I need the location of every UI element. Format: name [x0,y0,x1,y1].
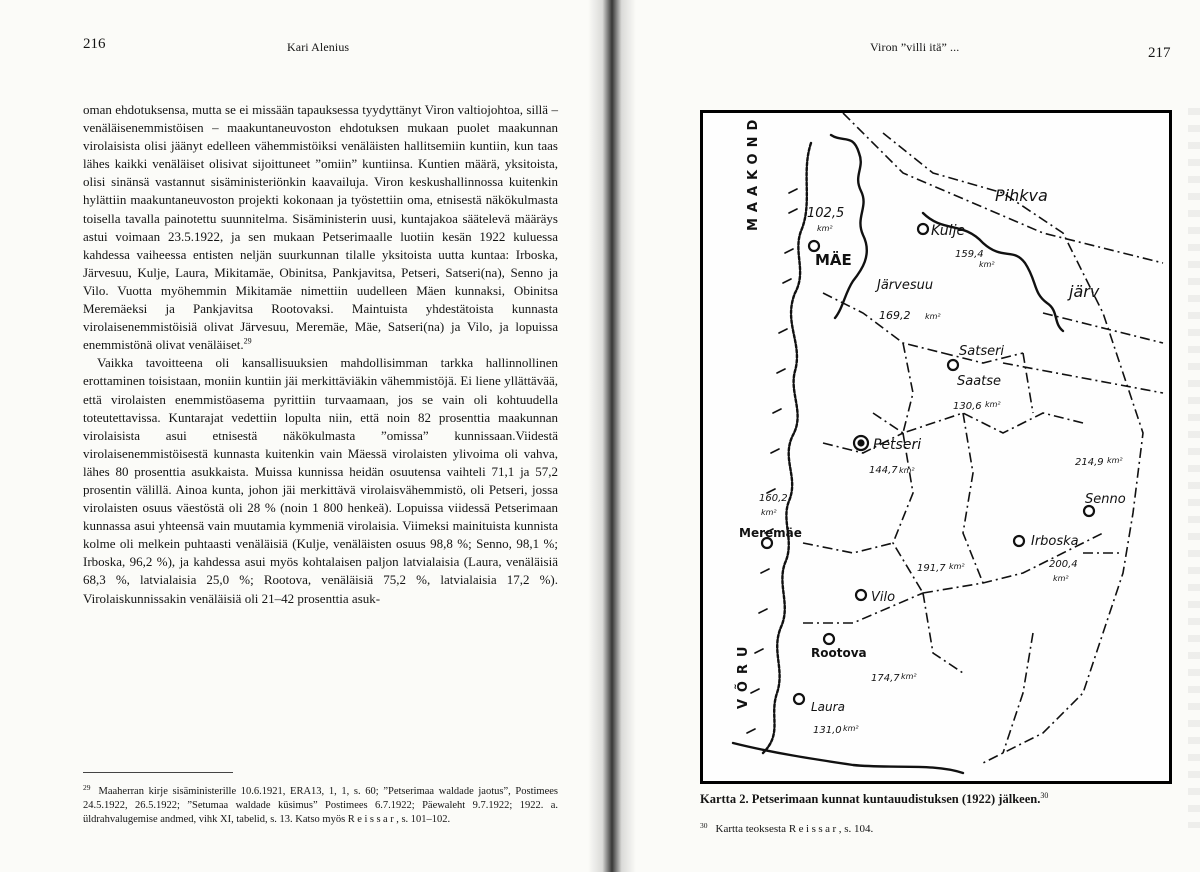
running-head-right: Viron ”villi itä” ... [870,40,960,54]
settlement-petseri-center [859,441,864,446]
muni-name-satseri: Satseri [959,344,1005,359]
settlement-rootova [824,634,834,644]
settlement-laura [794,694,804,704]
muni-name-saatse: Saatse [957,374,1002,389]
muni-unit-kulje: km² [979,260,995,269]
muni-area-214: 214,9 [1075,457,1104,468]
footnote-author: Reissar [347,814,397,826]
settlement-satseri [948,360,958,370]
page-number-left: 216 [83,36,106,52]
body-text [83,101,558,608]
region-label-voru: VÕRU [736,639,751,709]
muni-unit-mae: km² [817,224,833,233]
muni-area-saatse: 130,6 [953,401,982,412]
map-coastline-north [831,135,867,318]
muni-unit-saatse: km² [985,400,1001,409]
muni-unit-jarvesuu: km² [925,312,941,321]
page-number-right: 217 [1148,45,1171,61]
muni-name-irboska: Irboska [1031,534,1079,549]
muni-name-laura: Laura [811,700,845,714]
footnote: $^{29}$ Maaherran kirje sisäministerille 10.6.1921, ERA13, 1, 1, s. 60; ”Petserimaa waldade jaotus”, Postimees 24.5.1922, 26.5.1922; ”Setumaa waldade küsimus” Postimees 6.7.1922; Päewaleht 9.7.1922; 1922. a. üldrahvalugemise andmed, vihk XI, tabelid, s. 13. Katso myös Reissar, s. 101–102. [83,783,558,826]
map-canvas [703,113,1169,781]
settlement-irboska [1014,536,1024,546]
region-label-pihkva: Pihkva [995,186,1048,205]
caption-footnote-ref[interactable]: 30 [1040,790,1049,800]
muni-name-meremae: Meremäe [739,526,802,540]
muni-area-petseri: 144,7 [869,465,898,476]
footnote-right: $^{30}$ Kartta teoksesta Reissar, s. 104. [700,821,874,835]
muni-area-mae: 102,5 [807,206,845,221]
muni-area-irboska: 200,4 [1049,559,1078,570]
muni-unit-petseri: km² [899,466,915,475]
settlement-vilo [856,590,866,600]
paragraph: oman ehdotuksensa, mutta se ei missään tapauksessa tyydyttänyt Viron valtiojohtoa, sillä – venäläisenemmistöisen – maakuntaneuvoston ehdotuksen mukaan puolet maakunnan virolaisista olisi jäänyt edelleen vähemmistöiksi venäläisten hallitsemiin kuntiin, kun taas lähes kaikki venäläiset olisivat sijoittuneet ”omiin” kuntiinsa. Kuntien määrä, yksitoista, olisi sinänsä vastannut sisäministeriönkin kaavailuja. Viron keskushallinnossa kuitenkin hylättiin maakuntaneuvoston projekti kokonaan ja työstettiin oma, etnisestä näkökulmasta toisella tavalla painotettu suunnitelma. Sisäministerin uusi, kuntajakoa säätelevä määräys astui voimaan 23.5.1922, ja sen mukaan Petserimaalle luotiin kesän 1922 kuluessa kahdessa vaiheessa entisten neljän suurkunnan tilalle yksitoista uutta kuntaa: Irboska, Järvesuu, Kulje, Laura, Mikitamäe, Obinitsa, Pankjavitsa, Petseri, Satseri(na), Senno ja Vilo. Vuotta myöhemmin Mikitamäe nimettiin uudelleen Mäen kunnaksi, Obinitsa Meremäeksi ja Pankjavitsa Rootovaksi. Maintuista yhdestätoista kunnasta virolaisenemmistöisiä olivat Järvesuu, Meremäe, Mäe, Satseri(na) ja Vilo, ja lopuissa enemmistönä olivat venäläiset.$^{29}$ [83,102,558,353]
footnote-number: 30 [700,821,708,830]
bleed-through [1188,108,1200,828]
footnote-ref[interactable]: 29 [243,336,252,346]
muni-unit-191: km² [949,562,965,571]
muni-name-rootova: Rootova [811,646,867,660]
muni-name-mae: MÄE [815,251,852,269]
region-label-maakond: MAAKOND [746,113,761,231]
muni-name-jarvesuu: Järvesuu [877,278,934,293]
running-head-left: Kari Alenius [287,40,350,54]
map-border-west [763,143,811,753]
muni-name-vilo: Vilo [871,590,896,605]
muni-area-191: 191,7 [917,563,946,574]
settlement-mae [809,241,819,251]
map-figure [700,110,1172,784]
muni-area-rootova: 174,7 [871,673,900,684]
muni-unit-214: km² [1107,456,1123,465]
muni-name-petseri: Petseri [873,437,922,453]
paragraph: Vaikka tavoitteena oli kansallisuuksien mahdollisimman tarkka hallinnollinen erottaminen toisistaan, moniin kuntiin jäi merkittäviäkin vähemmistöjä. Ei liene yllättävää, että virolaisten enemmistöasema pyrittiin turvaamaan, jos se vain oli kohtuudella toteutettavissa. Kuntarajat vedettiin lopulta niin, että noin 82 prosenttia maakunnan virolaisista asui etnisestä näkökulmasta ”omissa” kunnissaan.Viidestä virolaisenemmistöisestä kunnasta kuitenkin vain Mäessä virolaisten ylivoima oli vahva, lähes 80 prosenttia asukkaista. Muissa kunnissa heidän osuutensa vaihteli 71,1 ja 57,2 prosentin välillä. Ainoa kunta, johon jäi merkittävä virolaisvähemmistö, oli Petseri, jossa virolaisten osuus väestöstä oli 28 % (noin 1 800 henkeä). Lopuissa viidessä Petserimaan kunnassa asui yhteensä vain muutamia kymmeniä virolaisia. Viimeksi mainituista kunnista kolme oli melkein puhtaasti venäläisiä (Kulje, venäläisten osuus 98,8 %; Senno, 98,1 %; Irboska, 96,2 %), ja kahdessa asui myös kohtalaisen paljon latvialaisia (Laura, venäläisiä 68,3 %, latvialaisia 25,0 %; Rootova, venäläisiä 75,2 %, latvialaisia 17,2 %). Virolaiskunnissakin venäläisiä oli 21–42 prosenttia asuk- [83,355,558,606]
muni-area-laura: 131,0 [813,725,842,736]
muni-name-senno: Senno [1085,492,1126,507]
municipal-boundaries [803,133,1143,763]
muni-area-jarvesuu: 169,2 [879,309,911,322]
settlement-senno [1084,506,1094,516]
muni-unit-laura: km² [843,724,859,733]
muni-unit-160: km² [761,508,777,517]
settlement-kulje [918,224,928,234]
footnote-number: 29 [83,783,91,792]
muni-unit-irboska: km² [1053,574,1069,583]
region-label-jarv: järv [1069,282,1100,301]
muni-area-160: 160,2 [759,493,788,504]
muni-unit-rootova: km² [901,672,917,681]
muni-name-kulje: Kulje [931,223,966,239]
footnote-author: Reissar [788,823,839,835]
footnote-divider [83,772,233,773]
muni-area-kulje: 159,4 [955,249,984,260]
map-caption: Kartta 2. Petserimaan kunnat kuntauudistuksen (1922) jälkeen.$^{30}$ [700,790,1049,806]
municipality-map [703,113,1169,781]
